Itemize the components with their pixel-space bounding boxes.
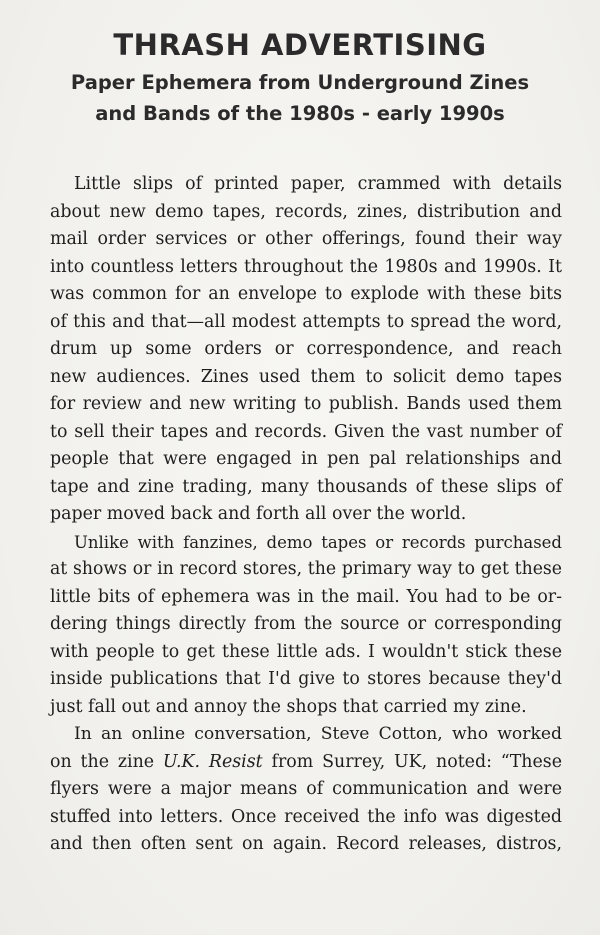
text-line: at shows or in record stores, the primary way to get these bbox=[50, 559, 562, 579]
text-line: and then often sent on again. Record releases, distros, bbox=[50, 834, 562, 854]
text-line: mail order services or other offerings, found their way bbox=[50, 229, 562, 249]
text-line: about new demo tapes, records, zines, distribution and bbox=[50, 201, 562, 222]
text-line: Unlike with fanzines, demo tapes or records purchased bbox=[74, 532, 562, 552]
text-line: people that were engaged in pen pal relationships and bbox=[50, 449, 562, 469]
text-fragment: on the zine bbox=[50, 751, 163, 772]
text-line: stuffed into letters. Once received the info was digested bbox=[50, 806, 562, 827]
text-line: In an online conversation, Steve Cotton, who worked bbox=[74, 724, 562, 744]
text-line: into countless letters throughout the 1980s and 1990s. It bbox=[50, 256, 562, 277]
text-line: just fall out and annoy the shops that carried my zine. bbox=[50, 696, 527, 717]
paragraph-1 bbox=[50, 171, 562, 529]
text-line: Little slips of printed paper, crammed with details bbox=[74, 174, 562, 194]
text-line: tape and zine trading, many thousands of these slips of bbox=[50, 476, 562, 497]
zine-title: U.K. Resist bbox=[162, 751, 263, 772]
text-line: new audiences. Zines used them to solicit demo tapes bbox=[50, 366, 562, 387]
paragraph-2 bbox=[50, 529, 562, 722]
text-line: inside publications that I'd give to stores because they'd bbox=[50, 669, 562, 689]
page-subtitle bbox=[0, 67, 600, 129]
text-line: little bits of ephemera was in the mail. You had to be or- bbox=[50, 586, 562, 607]
text-line: with people to get these little ads. I wouldn't stick these bbox=[50, 641, 562, 662]
paragraph-3 bbox=[50, 721, 562, 859]
subtitle-line-2: and Bands of the 1980s - early 1990s bbox=[95, 102, 505, 125]
body-text bbox=[50, 171, 562, 859]
text-line: was common for an envelope to explode with these bits bbox=[50, 284, 562, 304]
text-line: of this and that—all modest attempts to spread the word, bbox=[50, 311, 562, 332]
page-title: THRASH ADVERTISING bbox=[113, 28, 487, 62]
text-line: dering things directly from the source or corresponding bbox=[50, 614, 562, 634]
text-line bbox=[50, 749, 562, 777]
text-line: to sell their tapes and records. Given the vast number of bbox=[50, 421, 562, 442]
text-line: for review and new writing to publish. Bands used them bbox=[50, 394, 562, 414]
text-line: flyers were a major means of communication and were bbox=[50, 779, 562, 799]
subtitle-line-1: Paper Ephemera from Underground Zines bbox=[70, 71, 530, 94]
text-line: drum up some orders or correspondence, and reach bbox=[50, 339, 562, 359]
text-fragment: from Surrey, UK, noted: “These bbox=[262, 751, 563, 772]
text-line: paper moved back and forth all over the world. bbox=[50, 504, 467, 524]
